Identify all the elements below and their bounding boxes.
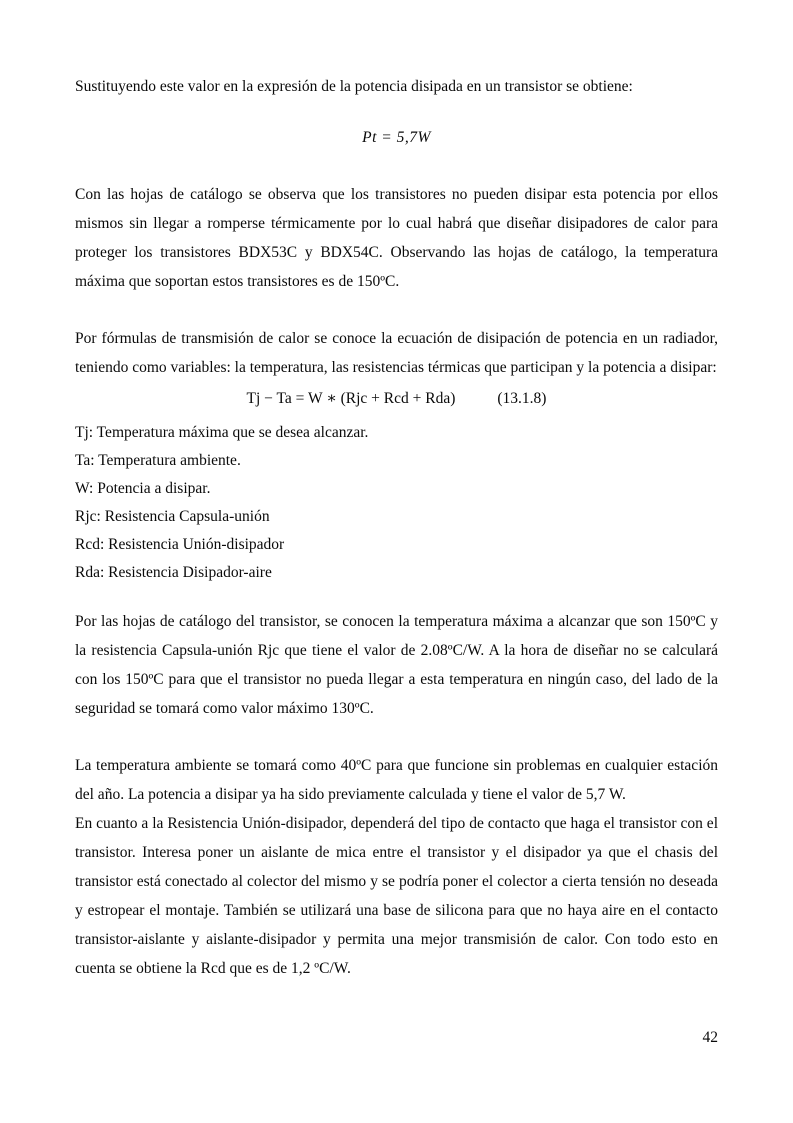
definition-rda: Rda: Resistencia Disipador-aire (75, 564, 272, 581)
paragraph-union-heatsink: En cuanto a la Resistencia Unión-disipador, dependerá del tipo de contacto que haga el transistor con el transistor. Interesa poner un aislante de mica entre el transistor y el disipador ya que el chasis del transistor está conectado al colector del mismo y se podría poner el colector a cierta tensión no deseada y estropear el montaje. También se utilizará una base de silicona para que no haya aire en el contacto transistor-aislante y aislante-disipador y permita una mejor transmisión de calor. Con todo esto en cuenta se obtiene la Rcd que es de 1,2 ºC/W. (75, 815, 718, 977)
definition-tj: Tj: Temperatura máxima que se desea alcanzar. (75, 424, 369, 441)
page-number: 42 (702, 1029, 718, 1046)
paragraph-heat-transmission: Por fórmulas de transmisión de calor se conoce la ecuación de disipación de potencia en un radiador, teniendo como variables: la temperatura, las resistencias térmicas que participan y la potencia a disipar: (75, 330, 718, 376)
paragraph-ambient-temperature: La temperatura ambiente se tomará como 40ºC para que funcione sin problemas en cualquier estación del año. La potencia a disipar ya ha sido previamente calculada y tiene el valor de 5,7 W. (75, 757, 718, 803)
definition-ta: Ta: Temperatura ambiente. (75, 452, 241, 469)
equation-number: (13.1.8) (497, 390, 547, 407)
equation-13-1-8 (75, 384, 718, 413)
definition-rcd: Rcd: Resistencia Unión-disipador (75, 536, 285, 553)
equation-expression: Tj − Ta = W ∗ (Rjc + Rcd + Rda) (246, 390, 456, 407)
variable-definitions (75, 419, 718, 587)
definition-w: W: Potencia a disipar. (75, 480, 211, 497)
formula-power-dissipated: Pt = 5,7W (362, 129, 431, 146)
paragraph-substitution: Sustituyendo este valor en la expresión de la potencia disipada en un transistor se obtiene: (75, 78, 633, 95)
paragraph-catalog-sheets: Con las hojas de catálogo se observa que los transistores no pueden disipar esta potencia por ellos mismos sin llegar a romperse térmicamente por lo cual habrá que diseñar disipadores de calor para proteger los transistores BDX53C y BDX54C. Observando las hojas de catálogo, la temperatura máxima que soportan estos transistores es de 150ºC. (75, 186, 718, 290)
definition-rjc: Rjc: Resistencia Capsula-unión (75, 508, 270, 525)
paragraph-catalog-values: Por las hojas de catálogo del transistor, se conocen la temperatura máxima a alcanzar que son 150ºC y la resistencia Capsula-unión Rjc que tiene el valor de 2.08ºC/W. A la hora de diseñar no se calculará con los 150ºC para que el transistor no pueda llegar a esta temperatura en ningún caso, del lado de la seguridad se tomará como valor máximo 130ºC. (75, 613, 718, 717)
